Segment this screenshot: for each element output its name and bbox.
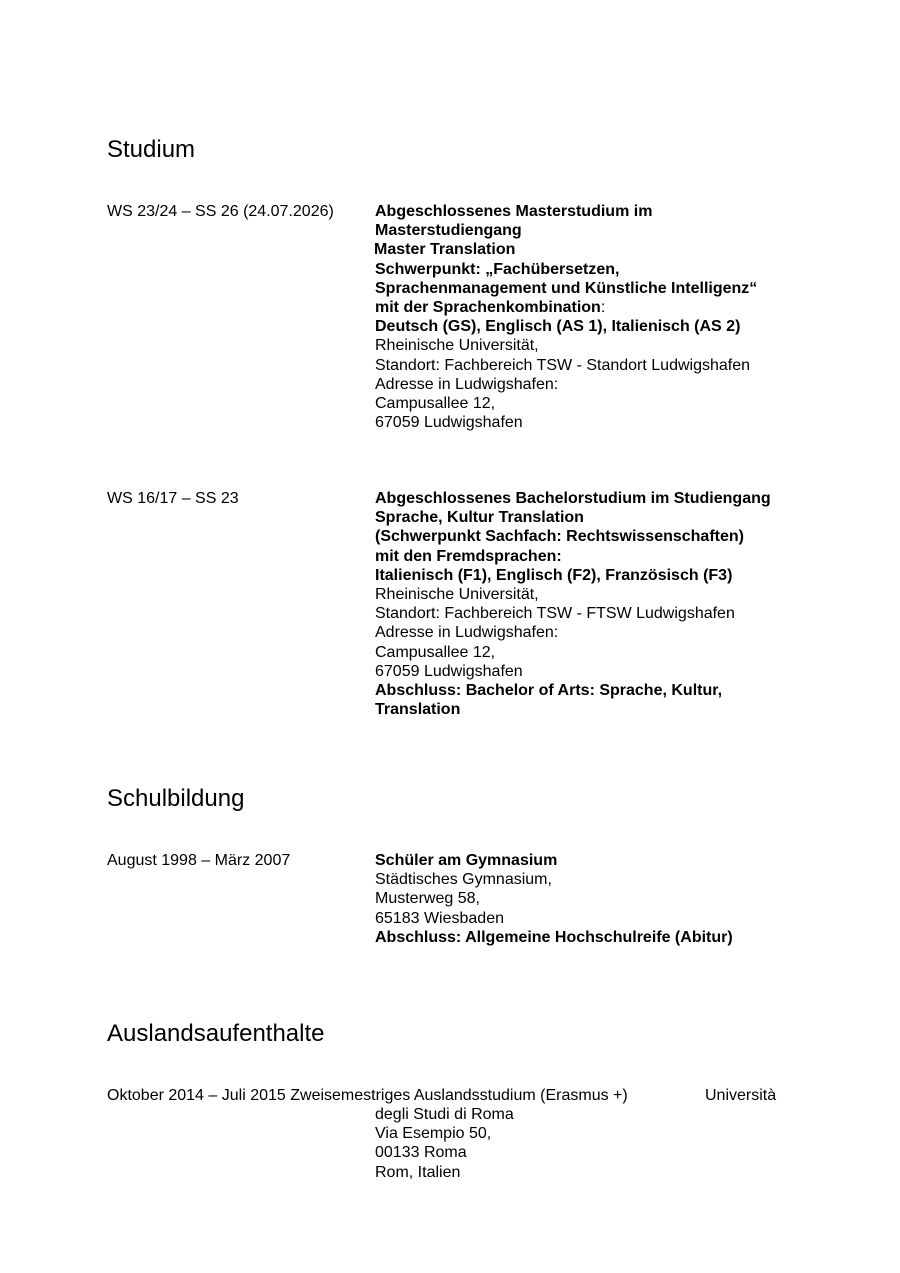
detail-line: Abgeschlossenes Masterstudium im bbox=[375, 203, 653, 220]
entry-date-bachelor: WS 16/17 – SS 23 bbox=[107, 490, 239, 507]
section-heading-schulbildung: Schulbildung bbox=[107, 785, 245, 812]
detail-line: Campusallee 12, bbox=[375, 643, 496, 661]
detail-line: Adresse in Ludwigshafen: bbox=[375, 624, 559, 642]
detail-line: Deutsch (GS), Englisch (AS 1), Italienisch (AS 2) bbox=[375, 318, 741, 336]
entry-date-abroad: Oktober 2014 – Juli 2015 bbox=[107, 1087, 286, 1104]
detail-line: Rheinische Universität, bbox=[375, 337, 539, 355]
entry-row-abroad bbox=[107, 1086, 628, 1105]
detail-line: Rom, Italien bbox=[375, 1163, 461, 1181]
detail-line: mit den Fremdsprachen: bbox=[375, 547, 562, 565]
entry-title-abroad: Zweisemestriges Auslandsstudium (Erasmus +) bbox=[290, 1087, 628, 1104]
entry-date-master: WS 23/24 – SS 26 (24.07.2026) bbox=[107, 203, 334, 220]
entry-details-school bbox=[375, 851, 815, 947]
detail-line: 00133 Roma bbox=[375, 1144, 467, 1162]
detail-line: Schüler am Gymnasium bbox=[375, 852, 558, 869]
entry-university-abroad: Università bbox=[705, 1087, 777, 1104]
detail-line: Master Translation bbox=[374, 241, 516, 259]
section-heading-studium: Studium bbox=[107, 136, 196, 163]
entry-details-abroad bbox=[375, 1105, 815, 1182]
detail-line: degli Studi di Roma bbox=[375, 1106, 514, 1123]
entry-date-school: August 1998 – März 2007 bbox=[107, 852, 291, 869]
detail-line: 65183 Wiesbaden bbox=[375, 909, 504, 927]
detail-line: 67059 Ludwigshafen bbox=[375, 414, 523, 432]
detail-line: Adresse in Ludwigshafen: bbox=[375, 375, 559, 393]
detail-line: Sprachenmanagement und Künstliche Intelligenz“ bbox=[375, 279, 758, 297]
detail-line: Translation bbox=[375, 701, 461, 719]
detail-line-colon: : bbox=[600, 299, 606, 317]
entry-details-bachelor bbox=[375, 489, 815, 719]
detail-line: Standort: Fachbereich TSW - Standort Ludwigshafen bbox=[375, 356, 751, 374]
section-heading-auslandsaufenthalte: Auslandsaufenthalte bbox=[107, 1020, 325, 1047]
detail-line: Campusallee 12, bbox=[375, 395, 496, 413]
entry-details-master bbox=[375, 202, 815, 432]
detail-line: Musterweg 58, bbox=[375, 890, 480, 908]
detail-line: Städtisches Gymnasium, bbox=[375, 871, 552, 889]
detail-line: Standort: Fachbereich TSW - FTSW Ludwigshafen bbox=[375, 605, 735, 623]
detail-line: 67059 Ludwigshafen bbox=[375, 662, 523, 680]
detail-line: Abschluss: Bachelor of Arts: Sprache, Kultur, bbox=[375, 682, 723, 700]
detail-line: Abschluss: Allgemeine Hochschulreife (Abitur) bbox=[375, 928, 733, 946]
detail-line: Italienisch (F1), Englisch (F2), Französisch (F3) bbox=[375, 566, 733, 584]
detail-line: Rheinische Universität, bbox=[375, 586, 539, 604]
detail-line: Masterstudiengang bbox=[375, 222, 522, 240]
detail-line bbox=[375, 298, 815, 317]
detail-line: Schwerpunkt: „Fachübersetzen, bbox=[375, 260, 620, 278]
detail-line-bold: mit der Sprachenkombination bbox=[375, 299, 601, 317]
detail-line: Sprache, Kultur Translation bbox=[375, 509, 584, 527]
detail-line: Via Esempio 50, bbox=[375, 1125, 492, 1143]
detail-line: Abgeschlossenes Bachelorstudium im Studiengang bbox=[375, 490, 771, 507]
detail-line: (Schwerpunkt Sachfach: Rechtswissenschaften) bbox=[375, 528, 744, 546]
